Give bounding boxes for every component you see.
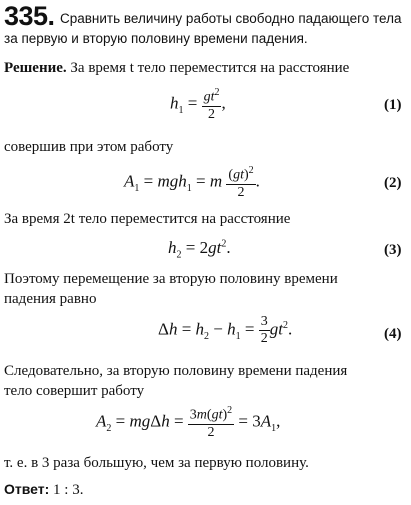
- equation-2: $A_1 = mgh_1 = m$ $\frac{(gt)^2}{2}$ .: [124, 165, 260, 200]
- solution-label: Решение.: [4, 60, 67, 76]
- problem-text-line1: Сравнить величину работы свободно падающего тела: [60, 11, 402, 26]
- solution-text-5b: тело совершит работу: [4, 383, 145, 399]
- fraction: $\frac{gt^2}{2}$: [203, 87, 220, 122]
- answer-value: 1 : 3.: [53, 482, 84, 498]
- equation-number-1: (1): [384, 97, 402, 113]
- fraction: $\frac{3m(gt)^2}{2}$: [189, 405, 233, 440]
- solution-text-5a: Следовательно, за вторую половину времени падения: [4, 363, 348, 379]
- solution-text-4a: Поэтому перемещение за вторую половину времени: [4, 271, 338, 287]
- answer-line: [4, 481, 83, 499]
- solution-text-6: т. е. в 3 раза большую, чем за первую половину.: [4, 455, 309, 471]
- solution-text-4b: падения равно: [4, 291, 97, 307]
- equation-5: $A_2 = mg\Delta h$ = $\frac{3m(gt)^2}{2}$ = $3A_1$,: [96, 405, 281, 440]
- equation-number-4: (4): [384, 326, 402, 342]
- solution-text-3: За время 2t тело переместится на расстояние: [4, 211, 291, 227]
- answer-label: Ответ:: [4, 481, 50, 497]
- solution-text-2: совершив при этом работу: [4, 139, 174, 155]
- equation-4: $\Delta h = h_2 - h_1$ = $\frac{3}{2}$ $gt^2$.: [158, 314, 293, 346]
- equation-number-3: (3): [384, 242, 402, 258]
- solution-text-1: За время t тело переместится на расстояние: [70, 60, 350, 76]
- equation-3: $h_2 = 2gt^2$.: [168, 238, 231, 261]
- solution-line1: [4, 60, 349, 77]
- fraction: $\frac{3}{2}$: [260, 314, 268, 346]
- fraction: $\frac{(gt)^2}{2}$: [228, 165, 254, 200]
- problem-number: 335.: [4, 1, 55, 31]
- equation-1: $h_1$ = $\frac{gt^2}{2}$ ,: [170, 87, 226, 122]
- problem-text-line2: за первую и вторую половину времени падения.: [4, 31, 308, 46]
- equation-number-2: (2): [384, 175, 402, 191]
